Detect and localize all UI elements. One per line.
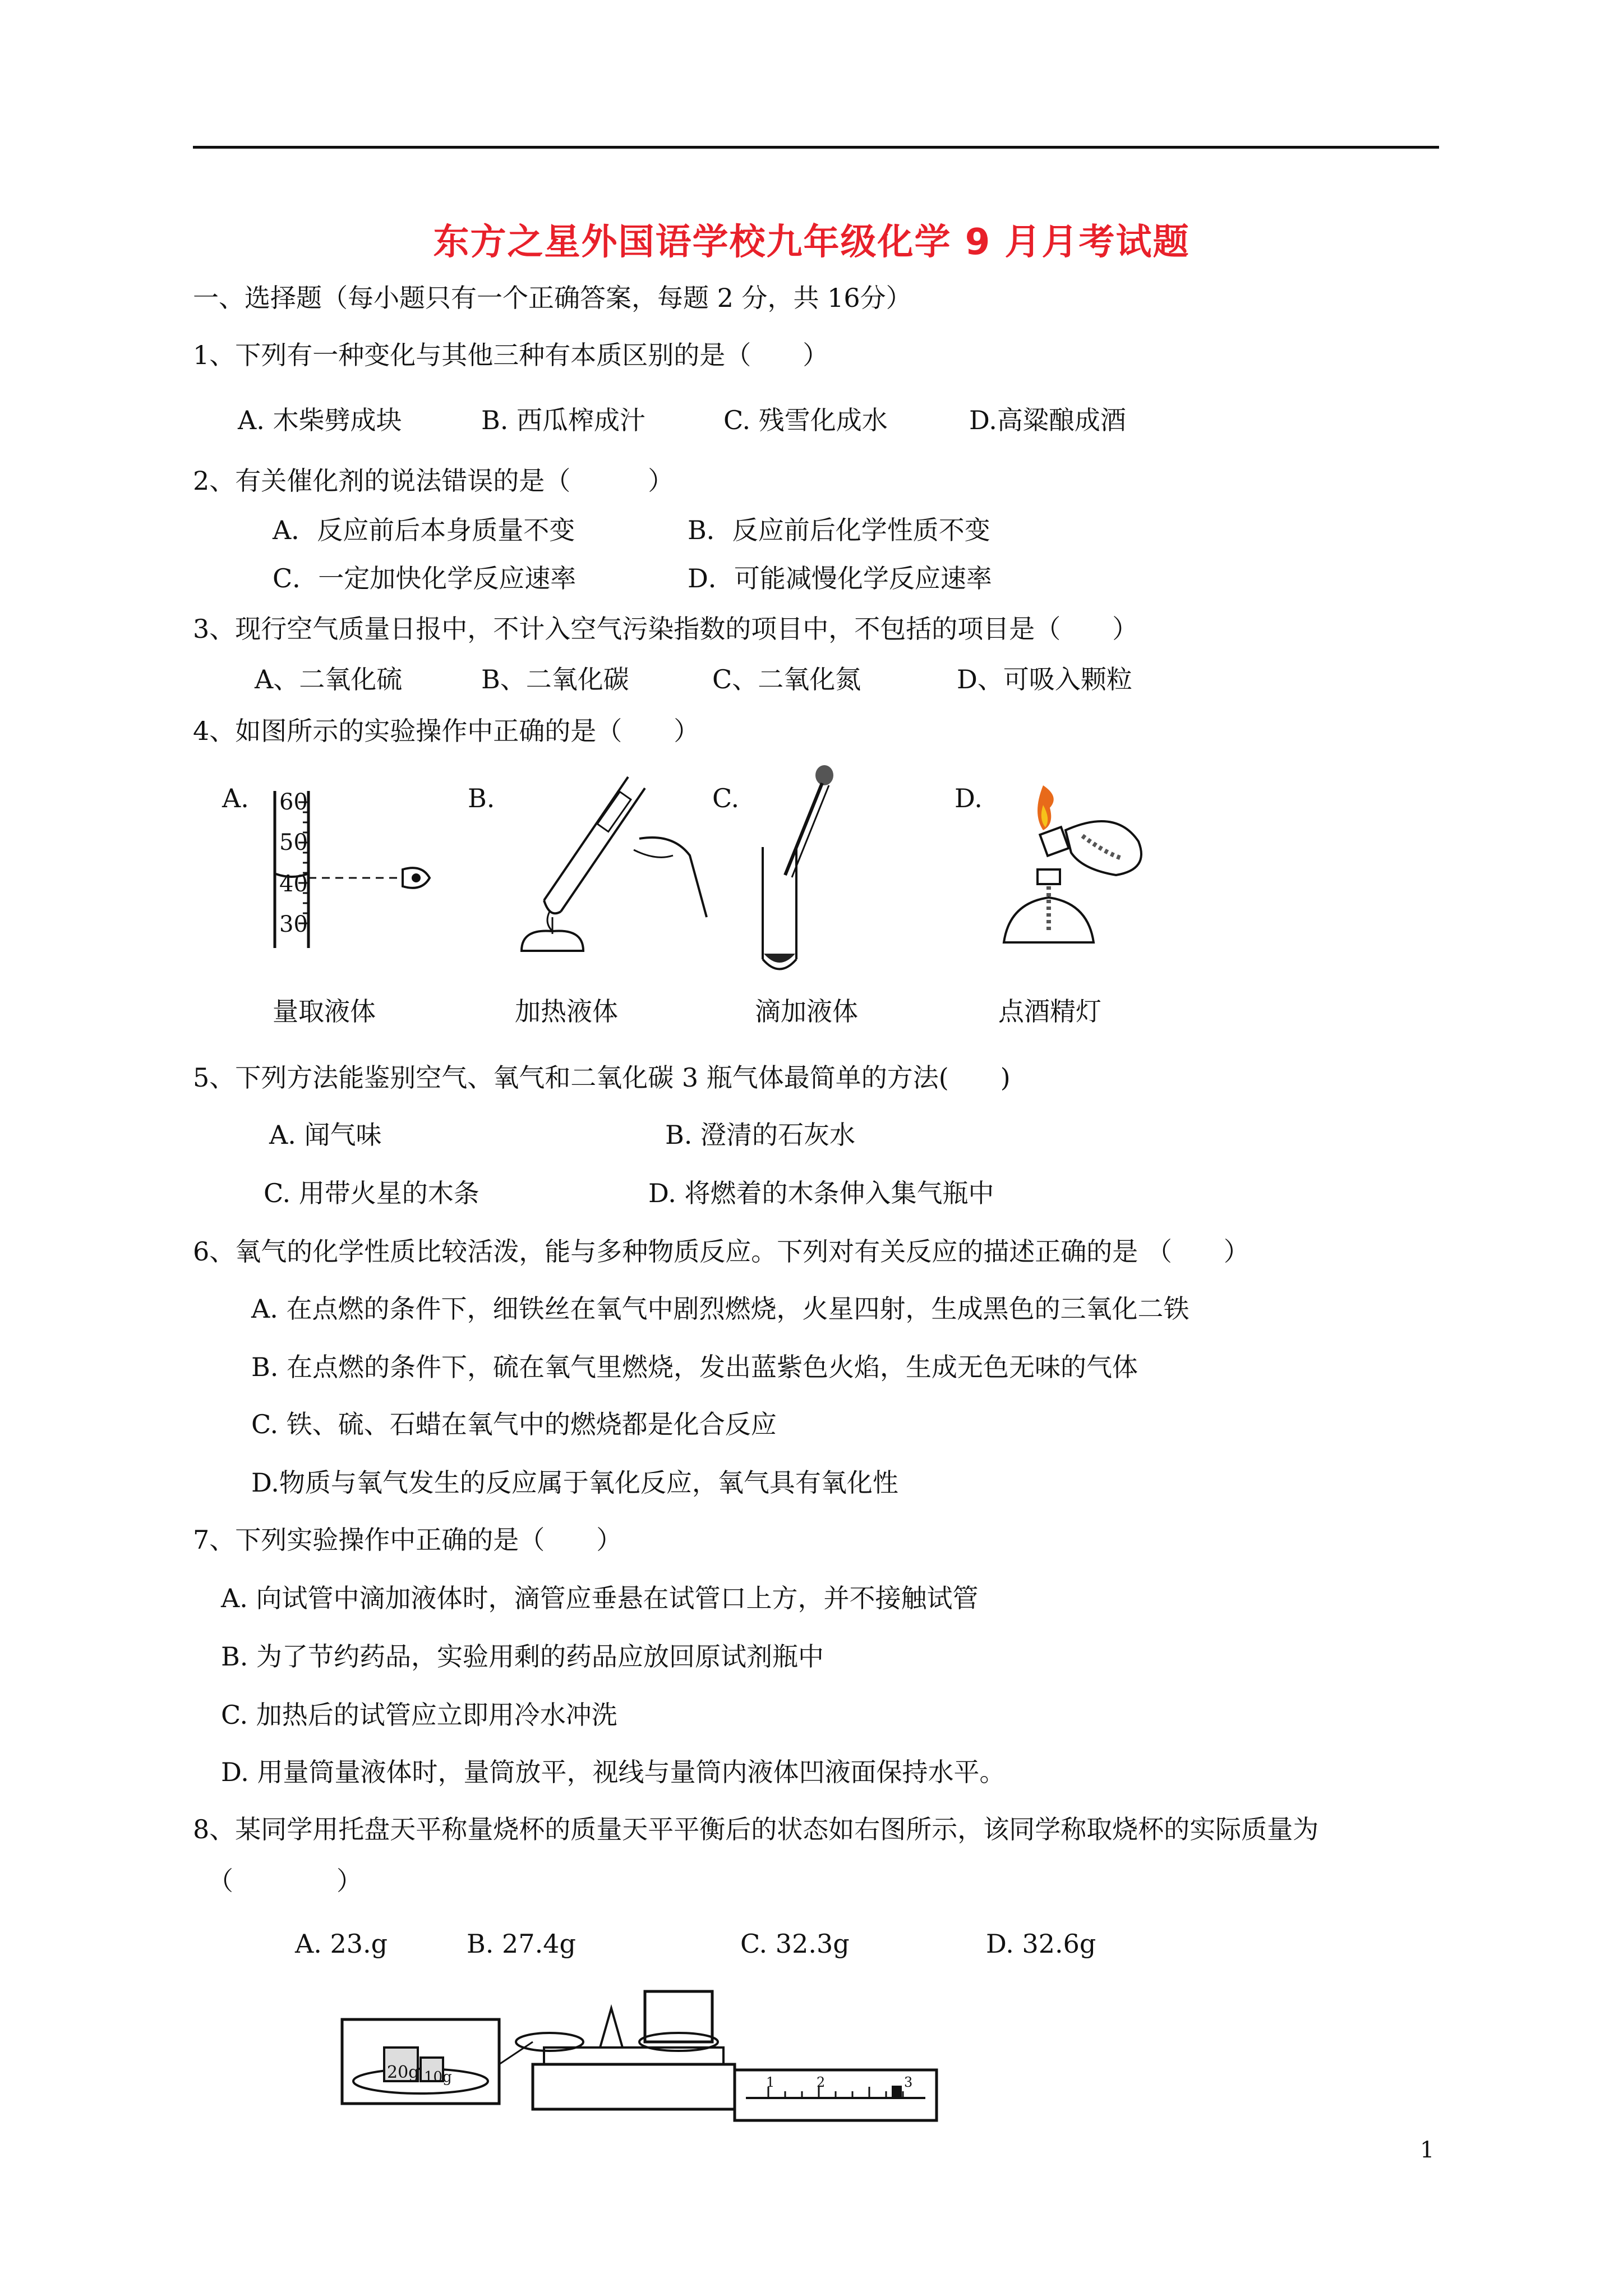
q1-option-d: D.高粱酿成酒 [969, 405, 1126, 435]
q2-option-b: B．反应前后化学性质不变 [688, 515, 990, 545]
caption-a: 量取液体 [273, 996, 376, 1027]
q4-label-c: C. [712, 783, 740, 813]
q4-label-d: D. [955, 783, 983, 813]
q5-option-b: B. 澄清的石灰水 [665, 1120, 856, 1150]
caption-c: 滴加液体 [755, 996, 858, 1027]
exam-title: 东方之星外国语学校九年级化学 9 月月考试题 [433, 222, 1190, 263]
q8-option-b: B. 27.4g [467, 1929, 576, 1959]
question-7-stem: 7、下列实验操作中正确的是（ ） [193, 1525, 623, 1555]
q4-label-b: B. [468, 783, 495, 813]
q2-option-d: D．可能减慢化学反应速率 [688, 563, 992, 593]
q8-option-a: A. 23.g [295, 1929, 388, 1959]
question-2-stem: 2、有关催化剂的说法错误的是（ ） [193, 466, 674, 496]
page-number: 1 [1420, 2137, 1435, 2163]
caption-d: 点酒精灯 [998, 996, 1101, 1027]
q6-option-c: C. 铁、硫、石蜡在氧气中的燃烧都是化合反应 [251, 1409, 777, 1439]
q3-option-a: A、二氧化硫 [255, 664, 403, 694]
q2-option-c: C．一定加快化学反应速率 [273, 563, 577, 593]
q8-option-d: D. 32.6g [986, 1929, 1096, 1959]
q1-option-b: B. 西瓜榨成汁 [481, 405, 646, 435]
dropper-figure [740, 763, 864, 976]
ruler-mark-2: 2 [817, 2074, 826, 2090]
scale-50: 50 [279, 830, 308, 855]
weight-10g: 10g [424, 2069, 452, 2086]
q1-option-a: A. 木柴劈成块 [238, 405, 402, 435]
question-5-stem: 5、下列方法能鉴别空气、氧气和二氧化碳 3 瓶气体最简单的方法( ) [193, 1062, 1011, 1093]
question-1-stem: 1、下列有一种变化与其他三种有本质区别的是（ ） [193, 340, 829, 370]
heating-liquid-figure [505, 771, 718, 962]
ruler-mark-3: 3 [904, 2074, 913, 2090]
section-heading: 一、选择题（每小题只有一个正确答案，每题 2 分，共 16分） [193, 283, 912, 313]
scale-60: 60 [279, 789, 308, 815]
q6-option-b: B. 在点燃的条件下，硫在氧气里燃烧，发出蓝紫色火焰，生成无色无味的气体 [251, 1352, 1138, 1382]
weight-20g: 20g [387, 2063, 419, 2082]
question-6-stem: 6、氧气的化学性质比较活泼，能与多种物质反应。下列对有关反应的描述正确的是 （ ） [193, 1236, 1249, 1267]
scale-40: 40 [279, 871, 308, 897]
balance-figure [331, 1986, 948, 2132]
q7-option-d: D. 用量筒量液体时，量筒放平，视线与量筒内液体凹液面保持水平。 [221, 1757, 1006, 1787]
question-8-stem: 8、某同学用托盘天平称量烧杯的质量天平平衡后的状态如右图所示，该同学称取烧杯的实际质量为 [193, 1814, 1319, 1844]
q7-option-b: B. 为了节约药品，实验用剩的药品应放回原试剂瓶中 [221, 1641, 824, 1672]
q3-option-b: B、二氧化碳 [481, 664, 629, 694]
q3-option-d: D、可吸入颗粒 [957, 664, 1132, 694]
q5-option-d: D. 将燃着的木条伸入集气瓶中 [648, 1178, 994, 1208]
q1-option-c: C. 残雪化成水 [723, 405, 888, 435]
question-8-blank: （ ） [208, 1866, 362, 1896]
question-4-stem: 4、如图所示的实验操作中正确的是（ ） [193, 716, 700, 746]
scale-30: 30 [279, 912, 308, 937]
q4-label-a: A. [222, 783, 249, 813]
caption-b: 加热液体 [515, 996, 618, 1027]
question-3-stem: 3、现行空气质量日报中，不计入空气污染指数的项目中，不包括的项目是（ ） [193, 614, 1138, 644]
q2-option-a: A．反应前后本身质量不变 [273, 515, 575, 545]
alcohol-lamp-figure [987, 774, 1178, 959]
q5-option-c: C. 用带火星的木条 [264, 1178, 479, 1208]
ruler-mark-1: 1 [766, 2074, 775, 2090]
q3-option-c: C、二氧化氮 [712, 664, 861, 694]
q6-option-d: D.物质与氧气发生的反应属于氧化反应，氧气具有氧化性 [251, 1467, 898, 1498]
header-rule [193, 146, 1439, 149]
q8-option-c: C. 32.3g [740, 1929, 850, 1959]
q7-option-c: C. 加热后的试管应立即用冷水冲洗 [221, 1700, 617, 1730]
q6-option-a: A. 在点燃的条件下，细铁丝在氧气中剧烈燃烧，火星四射，生成黑色的三氧化二铁 [251, 1294, 1189, 1324]
q5-option-a: A. 闻气味 [269, 1120, 382, 1150]
q7-option-a: A. 向试管中滴加液体时，滴管应垂悬在试管口上方，并不接触试管 [221, 1583, 979, 1613]
